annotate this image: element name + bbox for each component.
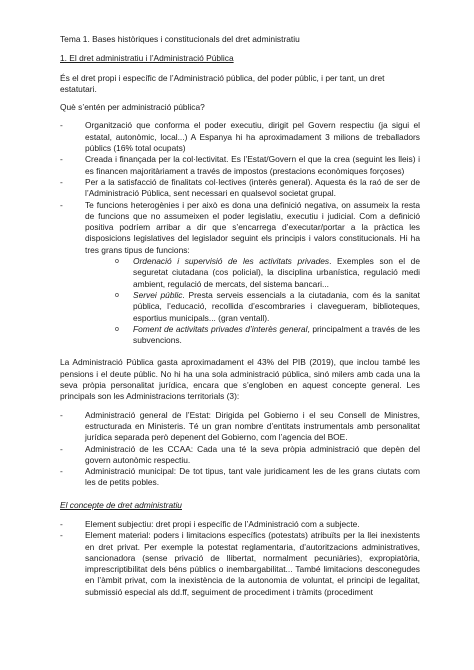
function-label: Ordenació i supervisió de les activitats privades: [133, 256, 330, 267]
sublist-item: [111, 290, 420, 324]
function-text: . Exemples son el de seguretat ciutadana (cos policial), la disciplina urbanística, regulació medi ambient, regulació de mercats, del sistema bancari...: [133, 256, 420, 289]
territorial-admin-list: [60, 410, 420, 489]
section-1-heading: 1. El dret administratiu i l’Administració Pública: [60, 53, 234, 64]
sublist-item: [111, 256, 420, 290]
document-title: Tema 1. Bases històriques i constitucionals del dret administratiu: [60, 34, 300, 44]
list-item-text: Te funcions heterogènies i per això es dona una definició negativa, on assumeix la resta de funcions que no assumeixen el poder legislatiu, executiu i judicial. Com a definició positiva podríem arribar a dir que s’encarrega d’executar/portar a la pràctica les disposicions legislatives del legislador seguint els principis i valors constitucionals. Hi ha tres grans tipus de funcions:: [85, 199, 420, 255]
functions-sublist: [85, 256, 420, 346]
section-2-heading: El concepte de dret administratiu: [60, 499, 182, 510]
list-item: - Creada i finançada per la col·lectivitat. Es l’Estat/Govern el que la crea (seguint les lleis) i es financen majoritàriament a través de impostos (prestacions econòmiques forçoses): [60, 154, 420, 177]
list-item: - Administració municipal: De tot tipus, tant vale juridicament les de les grans ciutats com les de petits pobles.: [60, 466, 420, 489]
function-text: , principalment a través de les subvencions.: [133, 323, 420, 346]
list-item: - Element material: poders i limitacions específics (potestats) atribuïts per la llei inexistents en dret privat. Per exemple la potestat reglamentaria, d’autoritzacions administratives, sancionadora (sense privació de llibertat, normalment pecuniàries), expropiatòria, imprescriptibilitat dels béns públics o inembargabilitat... També limitacions desconegudes en l’àmbit privat, com la inexistència de la autonomia de voluntat, el principi de legalitat, submissió especial als dd.ff, seguiment de procediment i tràmits (procediment: [60, 530, 420, 598]
function-text: . Presta serveis essencials a la ciutadania, com és la sanitat pública, l’educació, recollida d’escombraries i clavegueram, biblioteques, esportius municipals... (gran ventall).: [133, 289, 421, 323]
list-item: - Organització que conforma el poder executiu, dirigit pel Govern respectiu (ja sigui el estatal, autonòmic, local...) A Espanya hi ha aproximadament 3 milions de treballadors públics (16% total ocupats): [60, 120, 420, 154]
section-1-paragraph-2: La Administració Pública gasta aproximadament el 43% del PIB (2019), que inclou també les pensions i el deute públic. No hi ha una sola administració pública, sinó milers amb cada una la seva pròpia personalitat jurídica, encara que s’engloben en aquest concepte general. Les principals son les Administracions territorials (3):: [60, 357, 420, 402]
list-item: - Administració de les CCAA: Cada una té la seva pròpia administració que depèn del govern autonòmic respectiu.: [60, 444, 420, 467]
function-label: Servei públic: [133, 289, 183, 300]
section-1-question: Què s’entén per administració pública?: [60, 102, 205, 113]
characteristics-list: [60, 120, 420, 346]
sublist-item: [111, 324, 420, 347]
list-item: [60, 200, 420, 347]
list-item: - Per a la satisfacció de finalitats col·lectives (interès general). Aquesta és la raó de ser de l’Administració Pública, sent necessari en qualsevol societat grupal.: [60, 177, 420, 200]
concept-elements-list: [60, 519, 420, 598]
list-item: - Administració general de l’Estat: Dirigida pel Gobierno i el seu Consell de Ministres, estructurada en Ministeris. Té un gran nombre d’entitats instrumentals amb personalitat jurídica separada però depenent del Gobierno, com l’agencia del BOE.: [60, 410, 420, 444]
list-item: - Element subjectiu: dret propi i específic de l’Administració com a subjecte.: [60, 519, 420, 530]
section-1-intro: És el dret propi i específic de l’Administració pública, del poder públic, i per tant, un dret estatutari.: [60, 72, 385, 94]
function-label: Foment de activitats privades d’interès general: [133, 323, 308, 334]
